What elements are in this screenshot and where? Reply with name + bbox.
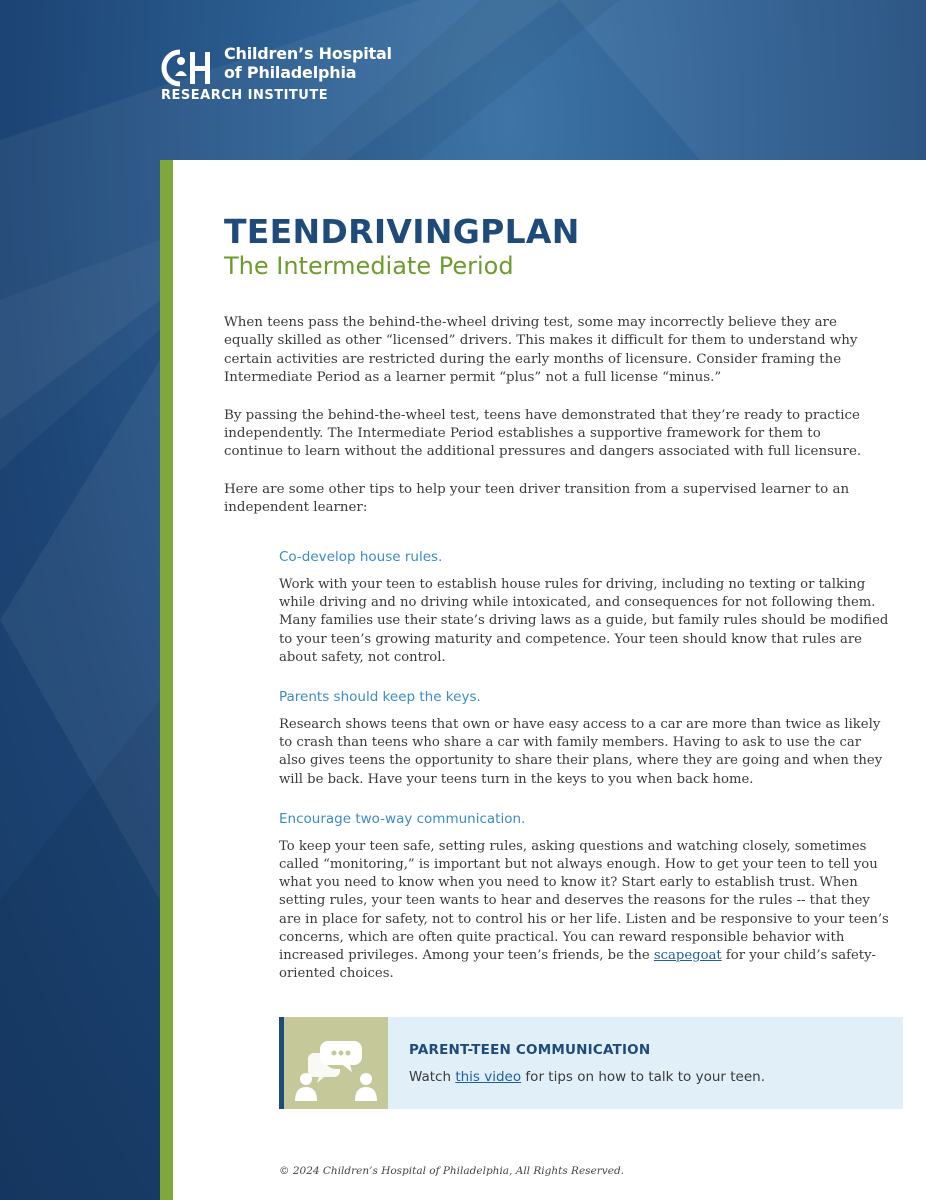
tip-body-communication-text: To keep your teen safe, setting rules, asking questions and watching closely, sometimes called “monitoring,” is important but not always enough. How to get your teen to tell you what you need to know when you need to know it? Start early to establish trust. When setting rules, your teen wants to hear and deserves the reasons for the rules -- that they are in place for safety, not to control his or her life. Listen and be responsive to your teen’s concerns, which are often quite practical. You can reward responsible behavior with increased privileges. Among your teen’s friends, be the [279, 838, 889, 964]
tip-body-communication-text-end: for your child’s safety-oriented choices. [279, 948, 877, 982]
callout-text-start: Watch [409, 1069, 456, 1085]
intro-paragraph-2: By passing the behind-the-wheel test, teens have demonstrated that they’re ready to practice independently. The Intermediate Period establishes a supportive framework for them to continue to learn without the additional pressures and dangers associated with full licensure. [224, 407, 862, 460]
tip-heading-communication: Encourage two-way communication. [279, 810, 526, 827]
document-page [160, 160, 926, 1200]
chop-logo[interactable] [160, 44, 392, 106]
callout-icon-box [284, 1017, 388, 1109]
logo-line-1: Children’s Hospital [224, 44, 392, 63]
tip-body-communication [279, 838, 889, 984]
logo-line-3: RESEARCH INSTITUTE [161, 88, 329, 103]
parent-teen-communication-callout [279, 1017, 903, 1109]
tip-heading-keep-keys: Parents should keep the keys. [279, 689, 481, 706]
intro-section [224, 314, 864, 537]
tip-body-house-rules: Work with your teen to establish house rules for driving, including no texting or talking while driving and no driving while intoxicated, and consequences for not following them. Many families use their state’s driving laws as a guide, but family rules should be modified to your teen’s growing maturity and competence. Your teen should know that rules are about safety, not control. [279, 577, 889, 665]
chat-people-icon [284, 1017, 388, 1109]
this-video-link[interactable]: this video [455, 1069, 522, 1085]
intro-paragraph-1: When teens pass the behind-the-wheel driving test, some may incorrectly believe they are equally skilled as other “licensed” drivers. This makes it difficult for them to understand why certain activities are restricted during the early months of licensure. Consider framing the Intermediate Period as a learner permit “plus” not a full license “minus.” [224, 315, 858, 386]
callout-title: PARENT-TEEN COMMUNICATION [409, 1042, 651, 1058]
page-title: TEENDRIVINGPLAN [224, 212, 580, 251]
chop-logo-icon [160, 46, 214, 90]
tip-heading-house-rules: Co-develop house rules. [279, 549, 443, 565]
intro-paragraph-3: Here are some other tips to help your teen driver transition from a supervised learner to an independent learner: [224, 481, 850, 516]
callout-text-end: for tips on how to talk to your teen. [521, 1069, 765, 1085]
logo-line-2: of Philadelphia [224, 63, 357, 82]
tips-section [279, 549, 889, 1005]
scapegoat-link[interactable]: scapegoat [653, 948, 722, 964]
green-accent-bar [160, 160, 173, 1200]
tip-body-keep-keys: Research shows teens that own or have easy access to a car are more than twice as likely to crash than teens who share a car with family members. Having to ask to use the car also gives teens the opportunity to share their plans, where they are going and when they will be back. Have your teens turn in the keys to you when back home. [279, 717, 883, 787]
callout-text [409, 1069, 765, 1085]
copyright-footer: © 2024 Children’s Hospital of Philadelphia, All Rights Reserved. [279, 1165, 625, 1177]
page-subtitle: The Intermediate Period [224, 252, 514, 280]
